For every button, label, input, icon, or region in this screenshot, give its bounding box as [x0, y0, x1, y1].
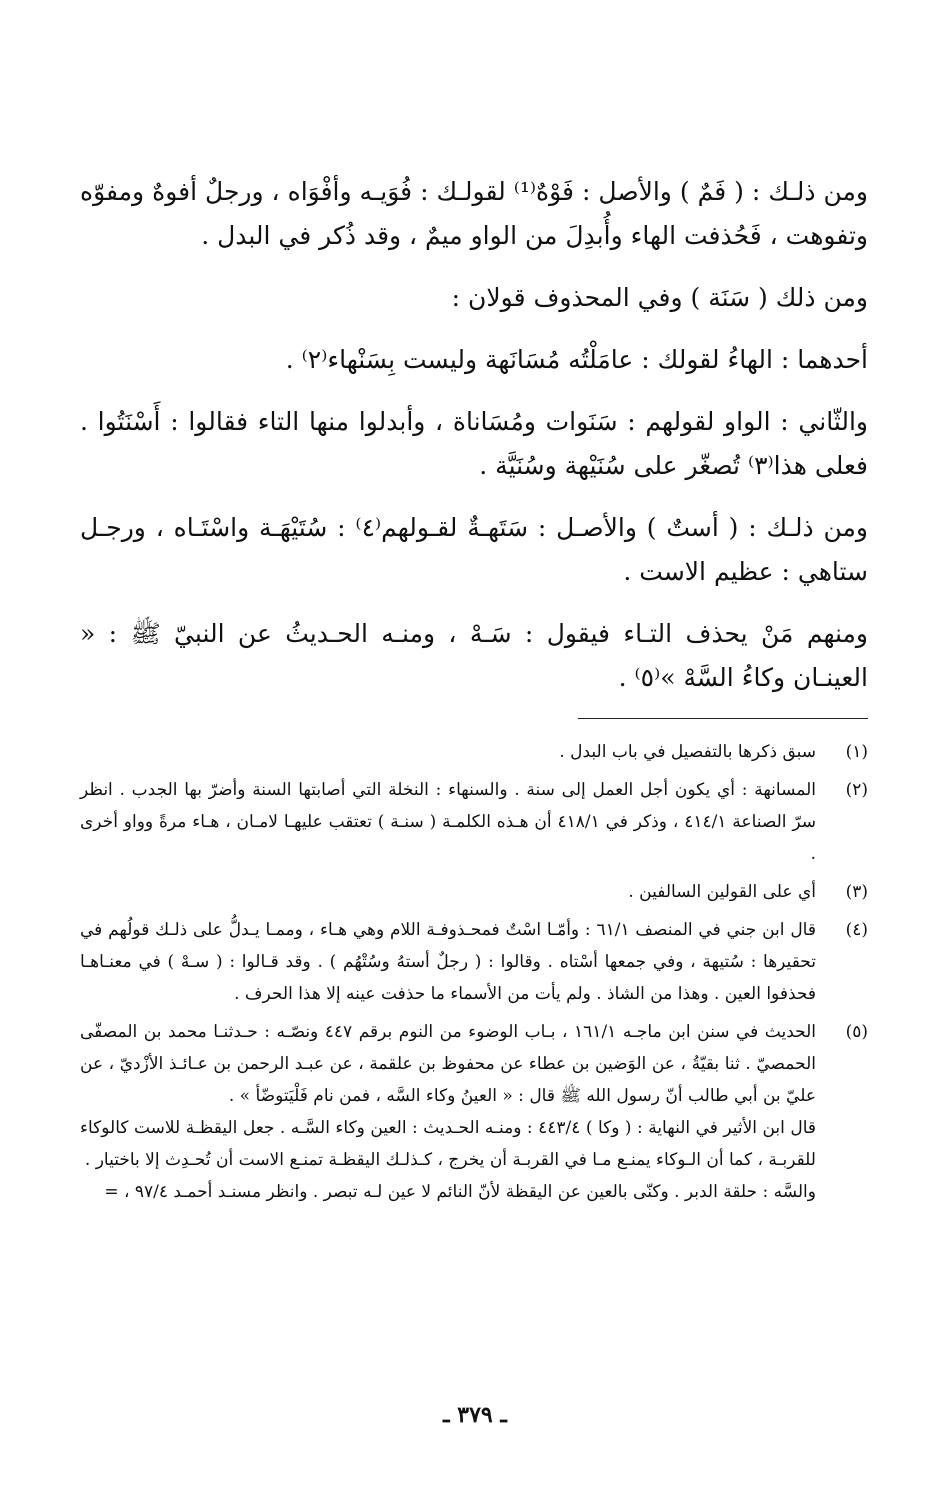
footnote [80, 914, 868, 1010]
footnote-separator [578, 718, 868, 719]
footnote-line: الحديث في سنن ابن ماجـه ١٦١/١ ، بـاب الوضوء من النوم برقم ٤٤٧ ونصّـه : حـدثنـا محمد بن المصفّى الحمصيّ . ثنا بقيّةُ ، عن الوَضين بن عطاء عن محفوظ بن علقمة ، عن عبـد الرحمن بن عـائـذ الأزْديّ ، عن عليّ بن أبي طالب أنّ رسول الله ﷺ قال : « العينُ وكاء السَّه ، فمن نام فَلْيَتوضّأ » . [80, 1022, 817, 1106]
footnote-text [80, 736, 816, 768]
footnote [80, 736, 868, 768]
footnote-number: (٢) [845, 780, 868, 800]
footnote-line: قال ابن جني في المنصف ٦١/١ : وأمّـا اسْتٌ فمحـذوفـة اللام وهي هـاء ، وممـا يـدلُّ على ذلـك قولُهم في تحقيرها : سُتيهة ، وفي جمعها أسْتاه . وقالوا : ( رجلٌ أستهُ وسُتْهُم ) . وقد قـالوا : ( سـهْ ) في معنـاهـا فحذفوا العين . وهذا من الشاذ . ولم يأت من الأسماء ما حذفت عينه إلا هذا الحرف . [80, 920, 816, 1004]
paragraph: ومن ذلـك : ( فَمٌ ) والأصل : فَوْهٌ⁽¹⁾ لقولـك : فُوَيـه وأفْوَاه ، ورجلٌ أفوهٌ ومفوّه وتفوهت ، فَحُذفت الهاء وأُبدِلَ من الواو ميمٌ ، وقد ذُكر في البدل . [80, 177, 868, 250]
footnote [80, 1016, 868, 1208]
footnote-text [80, 914, 816, 1010]
footnote-number: (٣) [845, 882, 868, 902]
footnote-text [80, 1016, 816, 1208]
paragraph: ومنهم مَنْ يحذف التـاء فيقول : سَـهْ ، ومنـه الحـديثُ عن النبيّ ﷺ : « العينـان وكاءُ السَّهْ »⁽٥⁾ . [80, 619, 868, 692]
paragraph: ومن ذلك ( سَنَة ) وفي المحذوف قولان : [451, 283, 868, 312]
paragraph: والثّاني : الواو لقولهم : سَنَوات ومُسَاناة ، وأبدلوا منها التاء فقالوا : أَسْنَتُوا . فعلى هذا⁽٣⁾ تُصغّر على سُنَيْهة وسُنَيَّة . [80, 407, 868, 480]
footnote-number: (١) [845, 742, 868, 762]
footnote-line: والسَّه : حلقة الدبر . وكنّى بالعين عن اليقظة لأنّ النائم لا عين لـه تبصر . وانظر مسنـد أحمـد ٩٧/٤ ، = [104, 1182, 816, 1202]
paragraph: أحدهما : الهاءُ لقولك : عامَلْتُه مُسَانَهة وليست بِسَنْهاء⁽٢⁾ . [285, 345, 868, 374]
footnote-number: (٥) [845, 1022, 868, 1042]
footnote-number: (٤) [845, 920, 868, 940]
footnote-line: سبق ذكرها بالتفصيل في باب البدل . [559, 742, 816, 762]
page-number: ـ ٣٧٩ ـ [443, 1402, 507, 1428]
paragraph: ومن ذلـك : ( أستٌ ) والأصـل : سَتَهـةٌ لقـولهم⁽٤⁾ : سُتَيْهَـة واسْتَـاه ، ورجـل ستاهي : عظيم الاست . [80, 513, 868, 586]
footnote [80, 774, 868, 870]
footnote-text [80, 876, 816, 908]
footnotes [80, 736, 868, 1214]
footnote-line: أي على القولين السالفين . [628, 882, 816, 902]
footnote [80, 876, 868, 908]
main-text [80, 170, 868, 718]
footnote-line: قال ابن الأثير في النهاية : ( وكا ) ٤٤٣/٤ : ومنـه الحـديث : العين وكاء السَّـه . جعل اليقظـة للاست كالوكاء للقربـة ، كما أن الـوكاء يمنـع مـا في القربـة أن يخرج ، كـذلـك اليقظـة تمنـع الاست أن تُحـدِث إلا باختيار . [80, 1118, 816, 1170]
footnote-line: المسانهة : أي يكون أجل العمل إلى سنة . والسنهاء : النخلة التي أصابتها السنة وأضرّ بها الجدب . انظر سرّ الصناعة ٤١٤/١ ، وذكر في ٤١٨/١ أن هـذه الكلمـة ( سنـة ) تعتقب عليهـا لامـان ، هـاء مرةً وواو أخرى . [80, 780, 816, 864]
footnote-text [80, 774, 816, 870]
